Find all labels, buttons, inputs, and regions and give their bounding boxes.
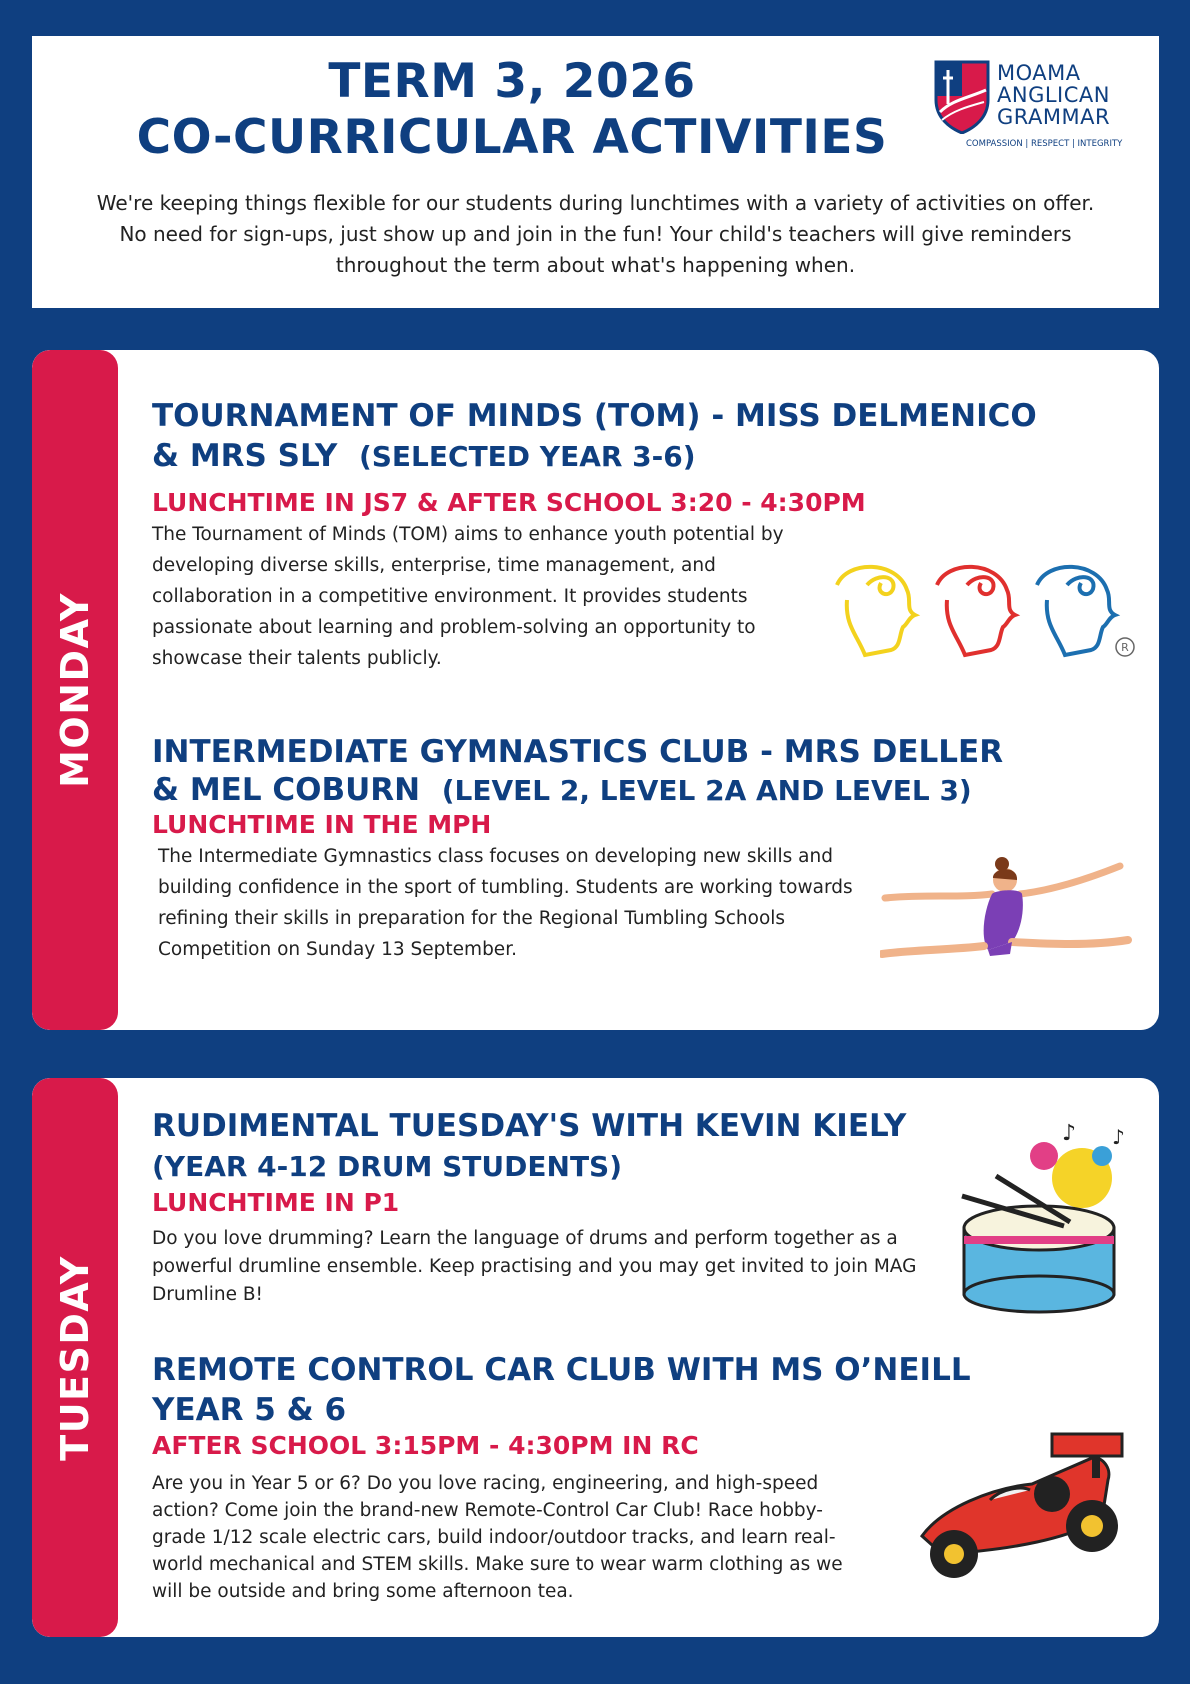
- day-tab-monday: [32, 350, 118, 1030]
- monday-panel: [32, 350, 1159, 1030]
- activity-heading-line-2: (YEAR 4-12 DRUM STUDENTS): [152, 1150, 623, 1183]
- activity-heading: INTERMEDIATE GYMNASTICS CLUB - MRS DELLER: [152, 734, 1004, 770]
- activity-time: LUNCHTIME IN P1: [152, 1188, 400, 1217]
- activity-description: Do you love drumming? Learn the language of drums and perform together as a powerful drumline ensemble. Keep practising and you may get invited to join MAG Drumline B!: [152, 1228, 917, 1305]
- title-line-1: TERM 3, 2026: [328, 54, 696, 109]
- svg-text:♪: ♪: [1112, 1125, 1125, 1149]
- activity-heading: TOURNAMENT OF MINDS (TOM) - MISS DELMENICO: [152, 398, 1037, 434]
- activity-description: The Tournament of Minds (TOM) aims to enhance youth potential by developing diverse skills, enterprise, time management, and collaboration in a competitive environment. It provides students passionate about learning and problem-solving an opportunity to showcase their talents publicly.: [152, 524, 784, 669]
- activity-heading: RUDIMENTAL TUESDAY'S WITH KEVIN KIELY: [152, 1108, 907, 1144]
- school-logo: [932, 60, 1152, 160]
- race-car-icon: [902, 1418, 1142, 1598]
- activity-rc-cars: [152, 1350, 1032, 1605]
- logo-tagline: COMPASSION | RESPECT | INTEGRITY: [966, 139, 1123, 149]
- day-label: TUESDAY: [53, 1254, 97, 1461]
- day-tab-tuesday: [32, 1078, 118, 1637]
- header-panel: [32, 36, 1159, 308]
- activity-drumline: [152, 1106, 1032, 1309]
- activity-heading-line-2: & MRS SLY (SELECTED YEAR 3-6): [152, 438, 696, 474]
- activity-description: Are you in Year 5 or 6? Do you love racing, engineering, and high-speed action? Come join the brand-new Remote-Control Car Club! Race hobby-grade 1/12 scale electric cars, build indoor/outdoor tracks, and learn real-world mechanical and STEM skills. Make sure to wear warm clothing as we will be outside and bring some afternoon tea.: [152, 1473, 843, 1602]
- title-line-2: CO-CURRICULAR ACTIVITIES: [136, 110, 888, 165]
- activity-time: AFTER SCHOOL 3:15PM - 4:30PM IN RC: [152, 1431, 699, 1460]
- logo-wordmark: MOAMA ANGLICAN GRAMMAR: [997, 61, 1111, 129]
- activity-time: LUNCHTIME IN THE MPH: [152, 810, 492, 839]
- activity-heading-line-2: & MEL COBURN (LEVEL 2, LEVEL 2A AND LEVEL 3): [152, 772, 972, 808]
- school-crest-icon: [934, 60, 990, 134]
- day-label: MONDAY: [53, 592, 97, 788]
- svg-text:R: R: [1121, 641, 1129, 654]
- gymnast-icon: [880, 850, 1159, 980]
- activity-heading-line-2: YEAR 5 & 6: [152, 1392, 347, 1428]
- activity-time: LUNCHTIME IN JS7 & AFTER SCHOOL 3:20 - 4:30PM: [152, 488, 866, 517]
- drum-icon: [952, 1118, 1152, 1318]
- activity-description: The Intermediate Gymnastics class focuses on developing new skills and building confidence in the sport of tumbling. Students are working towards refining their skills in preparation for the Regional Tumbling Schools Competition on Sunday 13 September.: [158, 846, 853, 960]
- intro-text: We're keeping things flexible for our students during lunchtimes with a variety of activities on offer. No need for sign-ups, just show up and join in the fun! Your child's teachers will give reminders throughout the term about what's happening when.: [96, 191, 1095, 277]
- tuesday-panel: [32, 1078, 1159, 1637]
- tom-logo-icon: [827, 555, 1147, 675]
- svg-text:♪: ♪: [1062, 1121, 1077, 1146]
- activity-heading: REMOTE CONTROL CAR CLUB WITH MS O’NEILL: [152, 1352, 971, 1388]
- page-title: [92, 54, 932, 166]
